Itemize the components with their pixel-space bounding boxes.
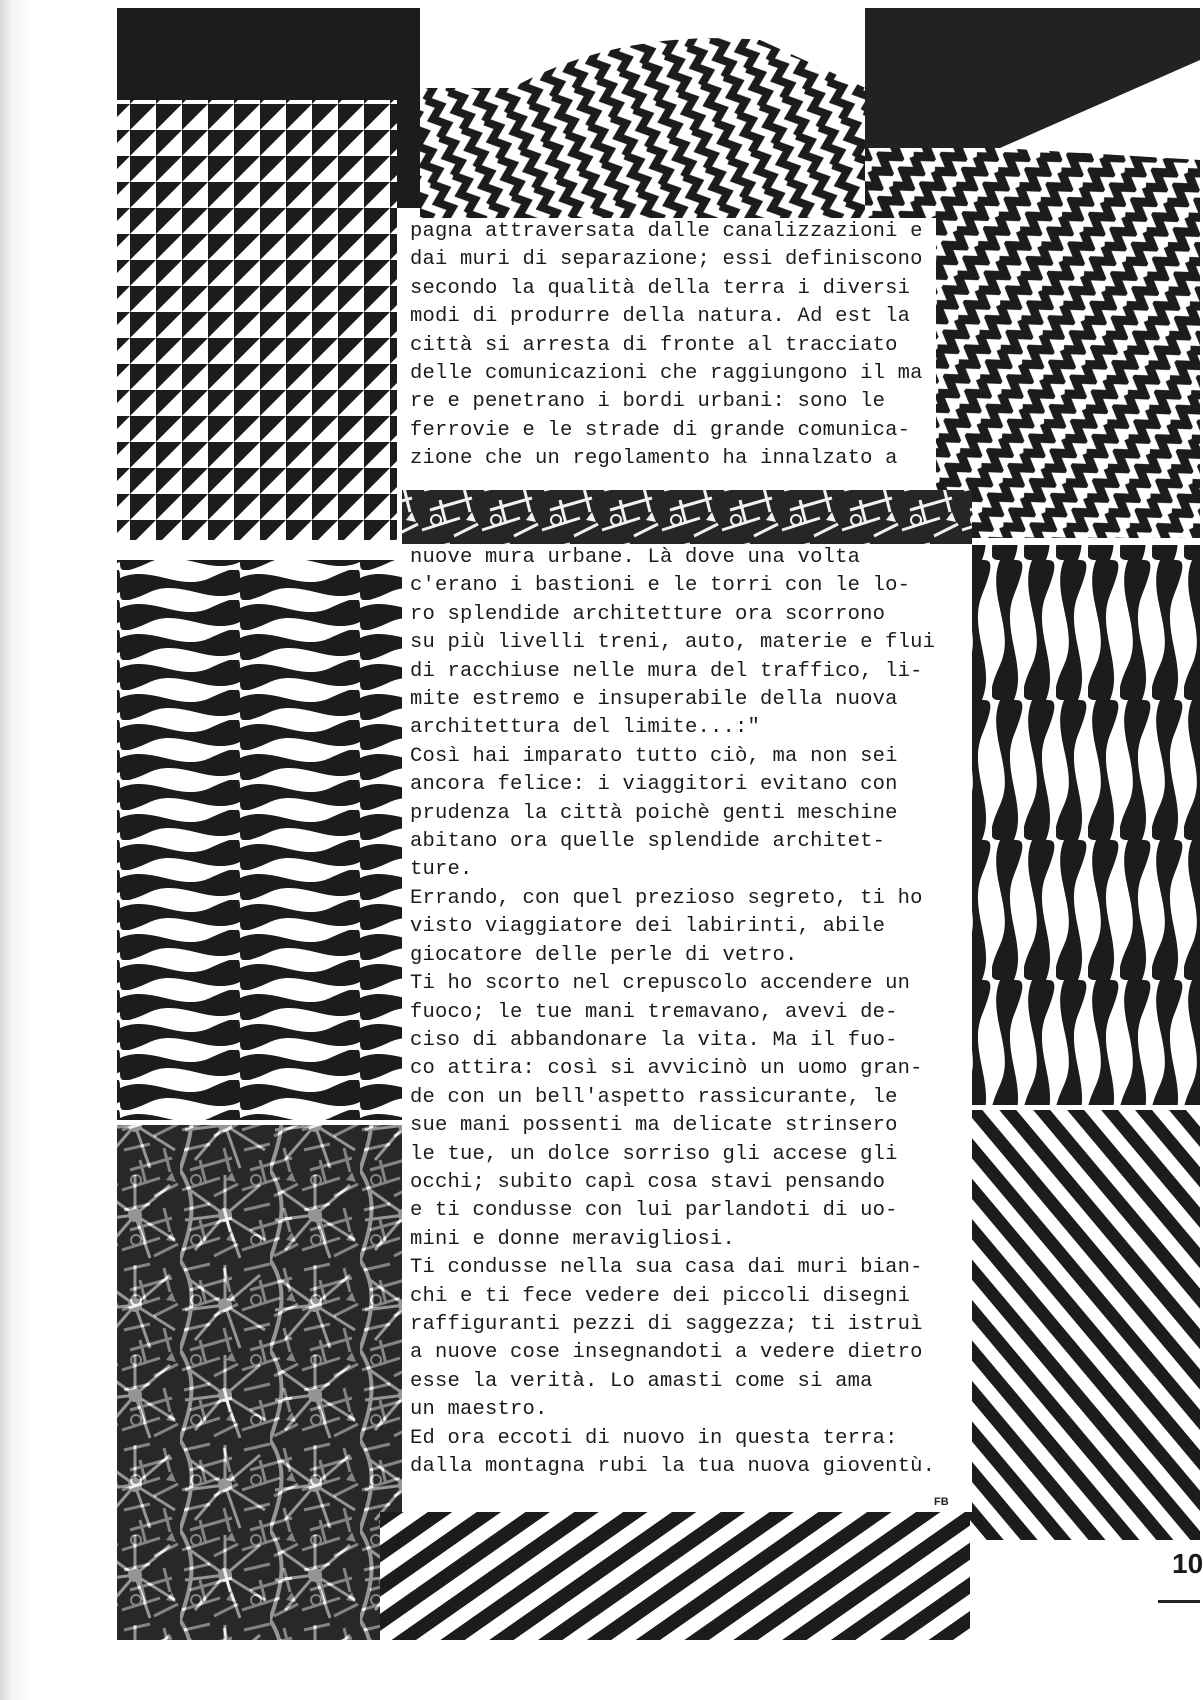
text-line: le tue, un dolce sorriso gli accese gli <box>410 1142 898 1166</box>
text-line: città si arresta di fronte al tracciato <box>410 333 898 357</box>
text-line: un maestro. <box>410 1398 548 1422</box>
text-line: esse la verità. Lo amasti come si ama <box>410 1369 873 1393</box>
text-line: dai muri di separazione; essi definiscono <box>410 248 923 272</box>
text-line: co attira: così si avvicinò un uomo gran- <box>410 1057 923 1081</box>
text-line: Ti condusse nella sua casa dai muri bian- <box>410 1256 923 1280</box>
text-line: ro splendide architetture ora scorrono <box>410 602 886 626</box>
panel-stripes-bottom <box>380 1512 970 1640</box>
text-line: a nuove cose insegnandoti a vedere dietro <box>410 1341 923 1365</box>
text-line: giocatore delle perle di vetro. <box>410 943 798 967</box>
text-line: Errando, con quel prezioso segreto, ti ho <box>410 886 923 910</box>
text-line: re e penetrano i bordi urbani: sono le <box>410 390 886 414</box>
panel-scratch-overlay <box>117 1125 402 1640</box>
text-line: e ti condusse con lui parlandoti di uo- <box>410 1199 898 1223</box>
text-line: ferrovie e le strade di grande comunica- <box>410 418 911 442</box>
text-line: nuove mura urbane. Là dove una volta <box>410 546 861 569</box>
text-line: sue mani possenti ma delicate strinsero <box>410 1114 898 1138</box>
text-line: architettura del limite...:" <box>410 716 761 740</box>
author-initials: FB <box>934 1496 949 1508</box>
page-number: 10 <box>1172 1548 1203 1579</box>
text-line: ture. <box>410 858 473 882</box>
text-line: fuoco; le tue mani tremavano, avevi de- <box>410 1000 898 1024</box>
text-line: Ed ora eccoti di nuovo in questa terra: <box>410 1426 898 1450</box>
text-line: raffiguranti pezzi di saggezza; ti istruì <box>410 1312 923 1336</box>
text-line: su più livelli treni, auto, materie e flui <box>410 631 936 655</box>
text-line: modi di produrre della natura. Ad est la <box>410 305 911 329</box>
text-line: visto viaggiatore dei labirinti, abile <box>410 915 886 939</box>
text-line: Così hai imparato tutto ciò, ma non sei <box>410 744 898 768</box>
panel-stripes-right <box>970 1110 1200 1540</box>
text-line: Ti ho scorto nel crepuscolo accendere un <box>410 972 911 996</box>
bottom-margin <box>117 1640 1117 1700</box>
text-line: abitano ora quelle splendide architet- <box>410 830 886 854</box>
text-line: dalla montagna rubi la tua nuova gioventù. <box>410 1455 936 1478</box>
text-line: mini e donne meravigliosi. <box>410 1227 736 1251</box>
text-line: ciso di abbandonare la vita. Ma il fuo- <box>410 1028 898 1052</box>
text-line: prudenza la città poichè genti meschine <box>410 801 898 825</box>
panel-scratch-strip <box>402 490 972 544</box>
text-block-main <box>402 544 972 1512</box>
text-line: zione che un regolamento ha innalzato a <box>410 447 898 471</box>
panel-triangle-grid <box>117 100 397 540</box>
panel-wave-left <box>117 560 402 1120</box>
text-line: occhi; subito capì cosa stavi pensando <box>410 1170 886 1194</box>
text-line: pagna attraversata dalle canalizzazioni e <box>410 220 923 243</box>
text-line: di racchiuse nelle mura del traffico, li- <box>410 659 923 683</box>
text-line: c'erano i bastioni e le torri con le lo- <box>410 574 911 598</box>
text-line: chi e ti fece vedere dei piccoli disegni <box>410 1284 911 1308</box>
text-line: secondo la qualità della terra i diversi <box>410 276 911 300</box>
text-line: ancora felice: i viaggitori evitano con <box>410 773 898 797</box>
panel-wave-right <box>970 545 1200 1105</box>
text-line: mite estremo e insuperabile della nuova <box>410 688 898 712</box>
text-line: delle comunicazioni che raggiungono il ma <box>410 362 923 386</box>
page-number-underline <box>1158 1600 1200 1603</box>
text-block-top <box>402 218 936 490</box>
text-line: de con un bell'aspetto rassicurante, le <box>410 1085 898 1109</box>
